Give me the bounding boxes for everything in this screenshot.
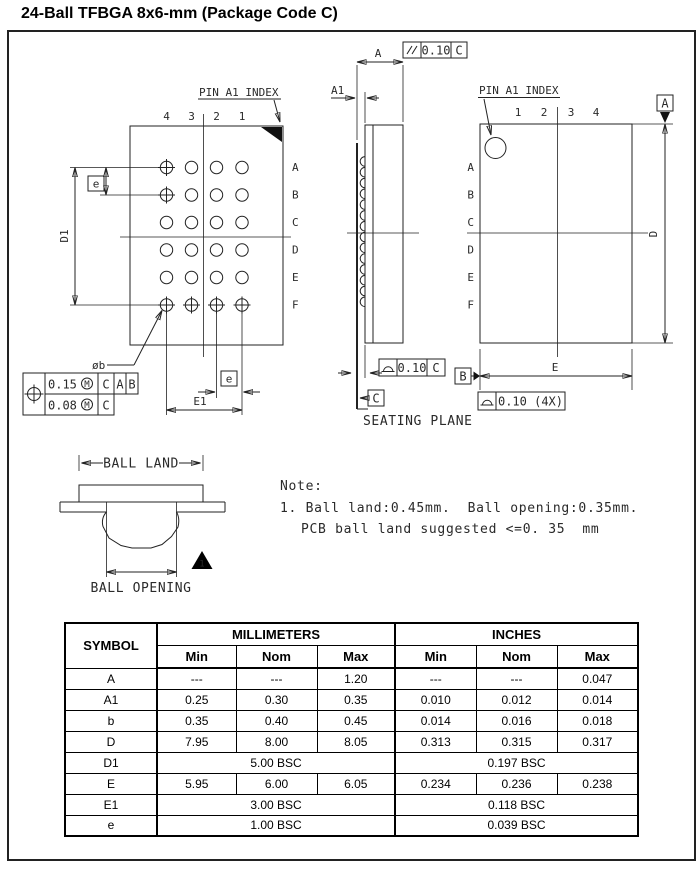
table-row: A1 0.25 0.30 0.35 0.010 0.012 0.014 xyxy=(65,689,638,710)
symbol-cell: D xyxy=(65,731,157,752)
row-label: A xyxy=(292,161,299,174)
solder-mask-strip xyxy=(60,502,225,512)
svg-text:e: e xyxy=(92,177,100,191)
ball-grid xyxy=(158,159,251,314)
col-label: 1 xyxy=(238,110,246,123)
symbol-cell: A1 xyxy=(65,689,157,710)
col-label: 2 xyxy=(213,110,220,123)
symbol-cell: E xyxy=(65,773,157,794)
dim-e-left xyxy=(88,168,159,196)
row-label: A xyxy=(467,161,474,174)
svg-text:C: C xyxy=(455,43,463,58)
in-max-header: Max xyxy=(557,645,638,668)
coplanarity-4x-frame xyxy=(478,392,565,410)
svg-text:M: M xyxy=(84,401,90,411)
svg-text:0.08: 0.08 xyxy=(48,398,77,413)
col-label: 4 xyxy=(592,106,600,119)
in-min-header: Min xyxy=(395,645,476,668)
symbol-cell: A xyxy=(65,668,157,689)
table-row: E1 3.00 BSC 0.118 BSC xyxy=(65,794,638,815)
svg-text:D: D xyxy=(647,230,660,238)
coplanarity-icon xyxy=(481,400,494,405)
row-label: C xyxy=(292,216,299,229)
symbol-cell: e xyxy=(65,815,157,836)
bottom-view xyxy=(23,86,299,415)
ball-diameter-callout xyxy=(92,311,162,373)
row-label: D xyxy=(292,243,299,257)
symbol-header: SYMBOL xyxy=(65,623,157,668)
solder-ball xyxy=(102,512,178,548)
mm-header: MILLIMETERS xyxy=(157,623,395,645)
mm-min-header: Min xyxy=(157,645,236,668)
mm-max-header: Max xyxy=(317,645,395,668)
note-heading: Note: xyxy=(280,479,323,494)
row-label: E xyxy=(467,271,474,284)
datum-b xyxy=(455,368,480,384)
row-label: F xyxy=(467,298,474,312)
table-row: A --- --- 1.20 --- --- 0.047 xyxy=(65,668,638,689)
seating-plane-label: SEATING PLANE xyxy=(363,414,473,429)
pin-a1-index-label: PIN A1 INDEX xyxy=(199,86,279,99)
note-line-1: 1. Ball land:0.45mm. Ball opening:0.35mm. xyxy=(280,501,639,516)
svg-text:0.10: 0.10 xyxy=(397,361,427,375)
svg-text:D1: D1 xyxy=(58,229,71,243)
svg-text:E1: E1 xyxy=(193,395,207,408)
svg-text:E: E xyxy=(551,361,559,374)
svg-text:C: C xyxy=(102,377,110,392)
svg-text:M: M xyxy=(84,380,90,390)
row-label: B xyxy=(467,188,474,202)
pin-a1-index-label: PIN A1 INDEX xyxy=(479,84,559,97)
dim-e1 xyxy=(167,395,243,410)
pin-a1-index-circle xyxy=(485,138,506,159)
row-label: B xyxy=(292,188,299,202)
svg-text:0.15: 0.15 xyxy=(48,377,77,392)
symbol-cell: E1 xyxy=(65,794,157,815)
dim-e xyxy=(480,349,632,390)
inches-header: INCHES xyxy=(395,623,638,645)
col-label: 2 xyxy=(540,106,548,119)
svg-text:1: 1 xyxy=(199,559,205,570)
col-label: 3 xyxy=(567,106,575,119)
row-label: E xyxy=(292,271,299,284)
table-row: D 7.95 8.00 8.05 0.313 0.315 0.317 xyxy=(65,731,638,752)
table-row: E 5.95 6.00 6.05 0.234 0.236 0.238 xyxy=(65,773,638,794)
svg-text:A: A xyxy=(116,377,124,392)
row-label: C xyxy=(467,216,474,229)
note-flag-triangle xyxy=(192,551,213,570)
row-label: D xyxy=(467,243,474,257)
mm-nom-header: Nom xyxy=(236,645,317,668)
dim-d1 xyxy=(58,168,159,306)
table-row: e 1.00 BSC 0.039 BSC xyxy=(65,815,638,836)
coplanarity-icon xyxy=(382,367,395,372)
coplanarity-frame xyxy=(379,359,445,376)
land-pad xyxy=(79,485,203,502)
symbol-cell: b xyxy=(65,710,157,731)
position-tolerance-frame xyxy=(23,373,138,415)
svg-text:C: C xyxy=(102,398,110,413)
svg-text:0.10 (4X): 0.10 (4X) xyxy=(497,394,564,409)
datum-a xyxy=(657,95,673,123)
dim-a xyxy=(357,47,403,140)
svg-text:A: A xyxy=(661,96,669,111)
page-title: 24-Ball TFBGA 8x6-mm (Package Code C) xyxy=(21,5,338,22)
col-label: 4 xyxy=(163,110,170,123)
pin-a1-index-marker xyxy=(261,127,282,142)
parallelism-icon xyxy=(407,46,417,54)
dimension-table xyxy=(64,622,639,837)
mmc-modifier-icon xyxy=(82,399,93,411)
col-label: 3 xyxy=(188,110,195,123)
dim-d xyxy=(632,124,673,343)
ball-land-detail xyxy=(60,455,225,596)
svg-text:øb: øb xyxy=(92,359,106,372)
dim-e-bottom xyxy=(167,312,261,416)
svg-text:C: C xyxy=(432,361,440,375)
svg-text:A: A xyxy=(374,47,382,60)
table-row: b 0.35 0.40 0.45 0.014 0.016 0.018 xyxy=(65,710,638,731)
svg-text:e: e xyxy=(225,372,233,386)
ball-land-label: BALL LAND xyxy=(103,456,179,472)
col-label: 1 xyxy=(514,106,522,119)
top-view xyxy=(455,84,673,410)
mmc-modifier-icon xyxy=(82,378,93,390)
position-icon xyxy=(25,385,44,404)
svg-text:B: B xyxy=(128,377,136,392)
datum-c xyxy=(360,390,384,406)
row-label: F xyxy=(292,298,299,312)
ball-opening-label: BALL OPENING xyxy=(90,581,192,596)
note-line-2: PCB ball land suggested <=0. 35 mm xyxy=(301,522,600,537)
in-nom-header: Nom xyxy=(476,645,557,668)
svg-text:0.10: 0.10 xyxy=(421,43,451,58)
parallelism-frame xyxy=(403,42,467,58)
side-view xyxy=(331,42,473,429)
svg-text:B: B xyxy=(459,369,467,384)
side-balls xyxy=(360,157,365,307)
symbol-cell: D1 xyxy=(65,752,157,773)
svg-text:C: C xyxy=(372,391,380,406)
svg-text:A1: A1 xyxy=(331,84,345,97)
table-row: D1 5.00 BSC 0.197 BSC xyxy=(65,752,638,773)
